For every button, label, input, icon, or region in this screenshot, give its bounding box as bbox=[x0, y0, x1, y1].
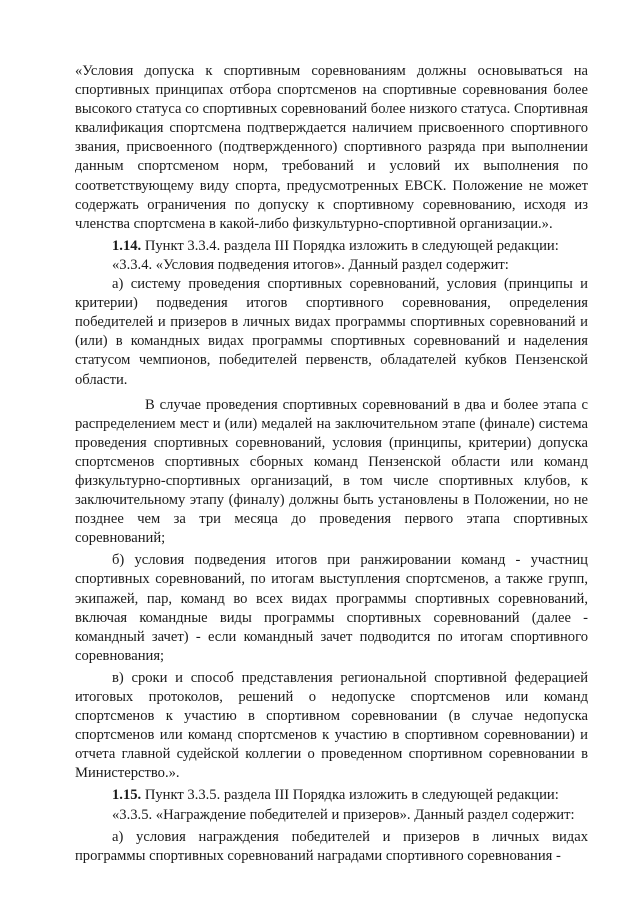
item-number-1-15: 1.15. bbox=[112, 787, 142, 804]
paragraph-3-3-4-heading: «3.3.4. «Условия подведения итогов». Данный раздел содержит: bbox=[112, 256, 509, 273]
paragraph-multi-stage: В случае проведения спортивных соревнований в два и более этапа с распределением мест и (или) медалей на заключительном этапе (финале) система проведения спортивных соревнований, условия (принципы, критерии) допуска спортсменов спортивных сборных команд Пензенской области или команд физкультурно-спортивных организаций, в том числе спортивных клубов, к заключительному этапу (финалу) должны быть установлены в Положении, но не позднее чем за три месяца до проведения первого этапа спортивных соревнований; bbox=[75, 396, 588, 547]
paragraph-3-3-4-c: в) сроки и способ представления региональной спортивной федерацией итоговых протоколов, решений о недопуске спортсменов или команд спортсменов к участию в спортивном соревновании (в случае недопуска спортсменов или команд спортсменов к участию в спортивном соревновании) и отчета главной судейской коллегии о проведенном спортивном соревновании в Министерство.». bbox=[75, 669, 588, 782]
paragraph-3-3-4-b: б) условия подведения итогов при ранжировании команд - участниц спортивных соревнований, по итогам выступления спортсменов, а также групп, экипажей, пар, команд во всех видах программы спортивных соревнований, включая командные виды программы спортивных соревнований (далее - командный зачет) - если командный зачет подводится по итогам спортивного соревнования; bbox=[75, 552, 588, 664]
item-text-1-15: Пункт 3.3.5. раздела III Порядка изложить в следующей редакции: bbox=[141, 787, 559, 804]
item-text-1-14: Пункт 3.3.4. раздела III Порядка изложить в следующей редакции: bbox=[141, 237, 559, 254]
item-number-1-14: 1.14. bbox=[112, 237, 142, 254]
document-page bbox=[75, 62, 588, 866]
paragraph-3-3-5-a: а) условия награждения победителей и призеров в личных видах программы спортивных соревнований наградами спортивного соревнования - bbox=[75, 828, 588, 864]
paragraph-item-1-14 bbox=[75, 237, 588, 256]
paragraph-3-3-5-heading: «3.3.5. «Награждение победителей и призеров». Данный раздел содержит: bbox=[112, 806, 575, 823]
paragraph-admission-conditions: «Условия допуска к спортивным соревнованиям должны основываться на спортивных принципах отбора спортсменов на спортивные соревнования более высокого статуса со спортивных соревнований более низкого статуса. Спортивная квалификация спортсмена подтверждается наличием присвоенного спортивного звания, присвоенного (подтвержденного) спортивного разряда при выполнении данным спортсменом норм, требований и условий их выполнения по соответствующему виду спорта, предусмотренных ЕВСК. Положение не может содержать ограничения по допуску к спортивному соревнованию, исходя из членства спортсмена в какой-либо физкультурно-спортивной организации.». bbox=[75, 63, 588, 232]
paragraph-item-1-15 bbox=[75, 786, 588, 805]
paragraph-3-3-4-a: а) систему проведения спортивных соревнований, условия (принципы и критерии) подведения итогов спортивного соревнования, определения победителей и призеров в личных видах программы спортивных соревнований и (или) в командных видах программы спортивных соревнований и наделения статусом чемпионов, победителей первенств, обладателей кубков Пензенской области. bbox=[75, 276, 588, 388]
